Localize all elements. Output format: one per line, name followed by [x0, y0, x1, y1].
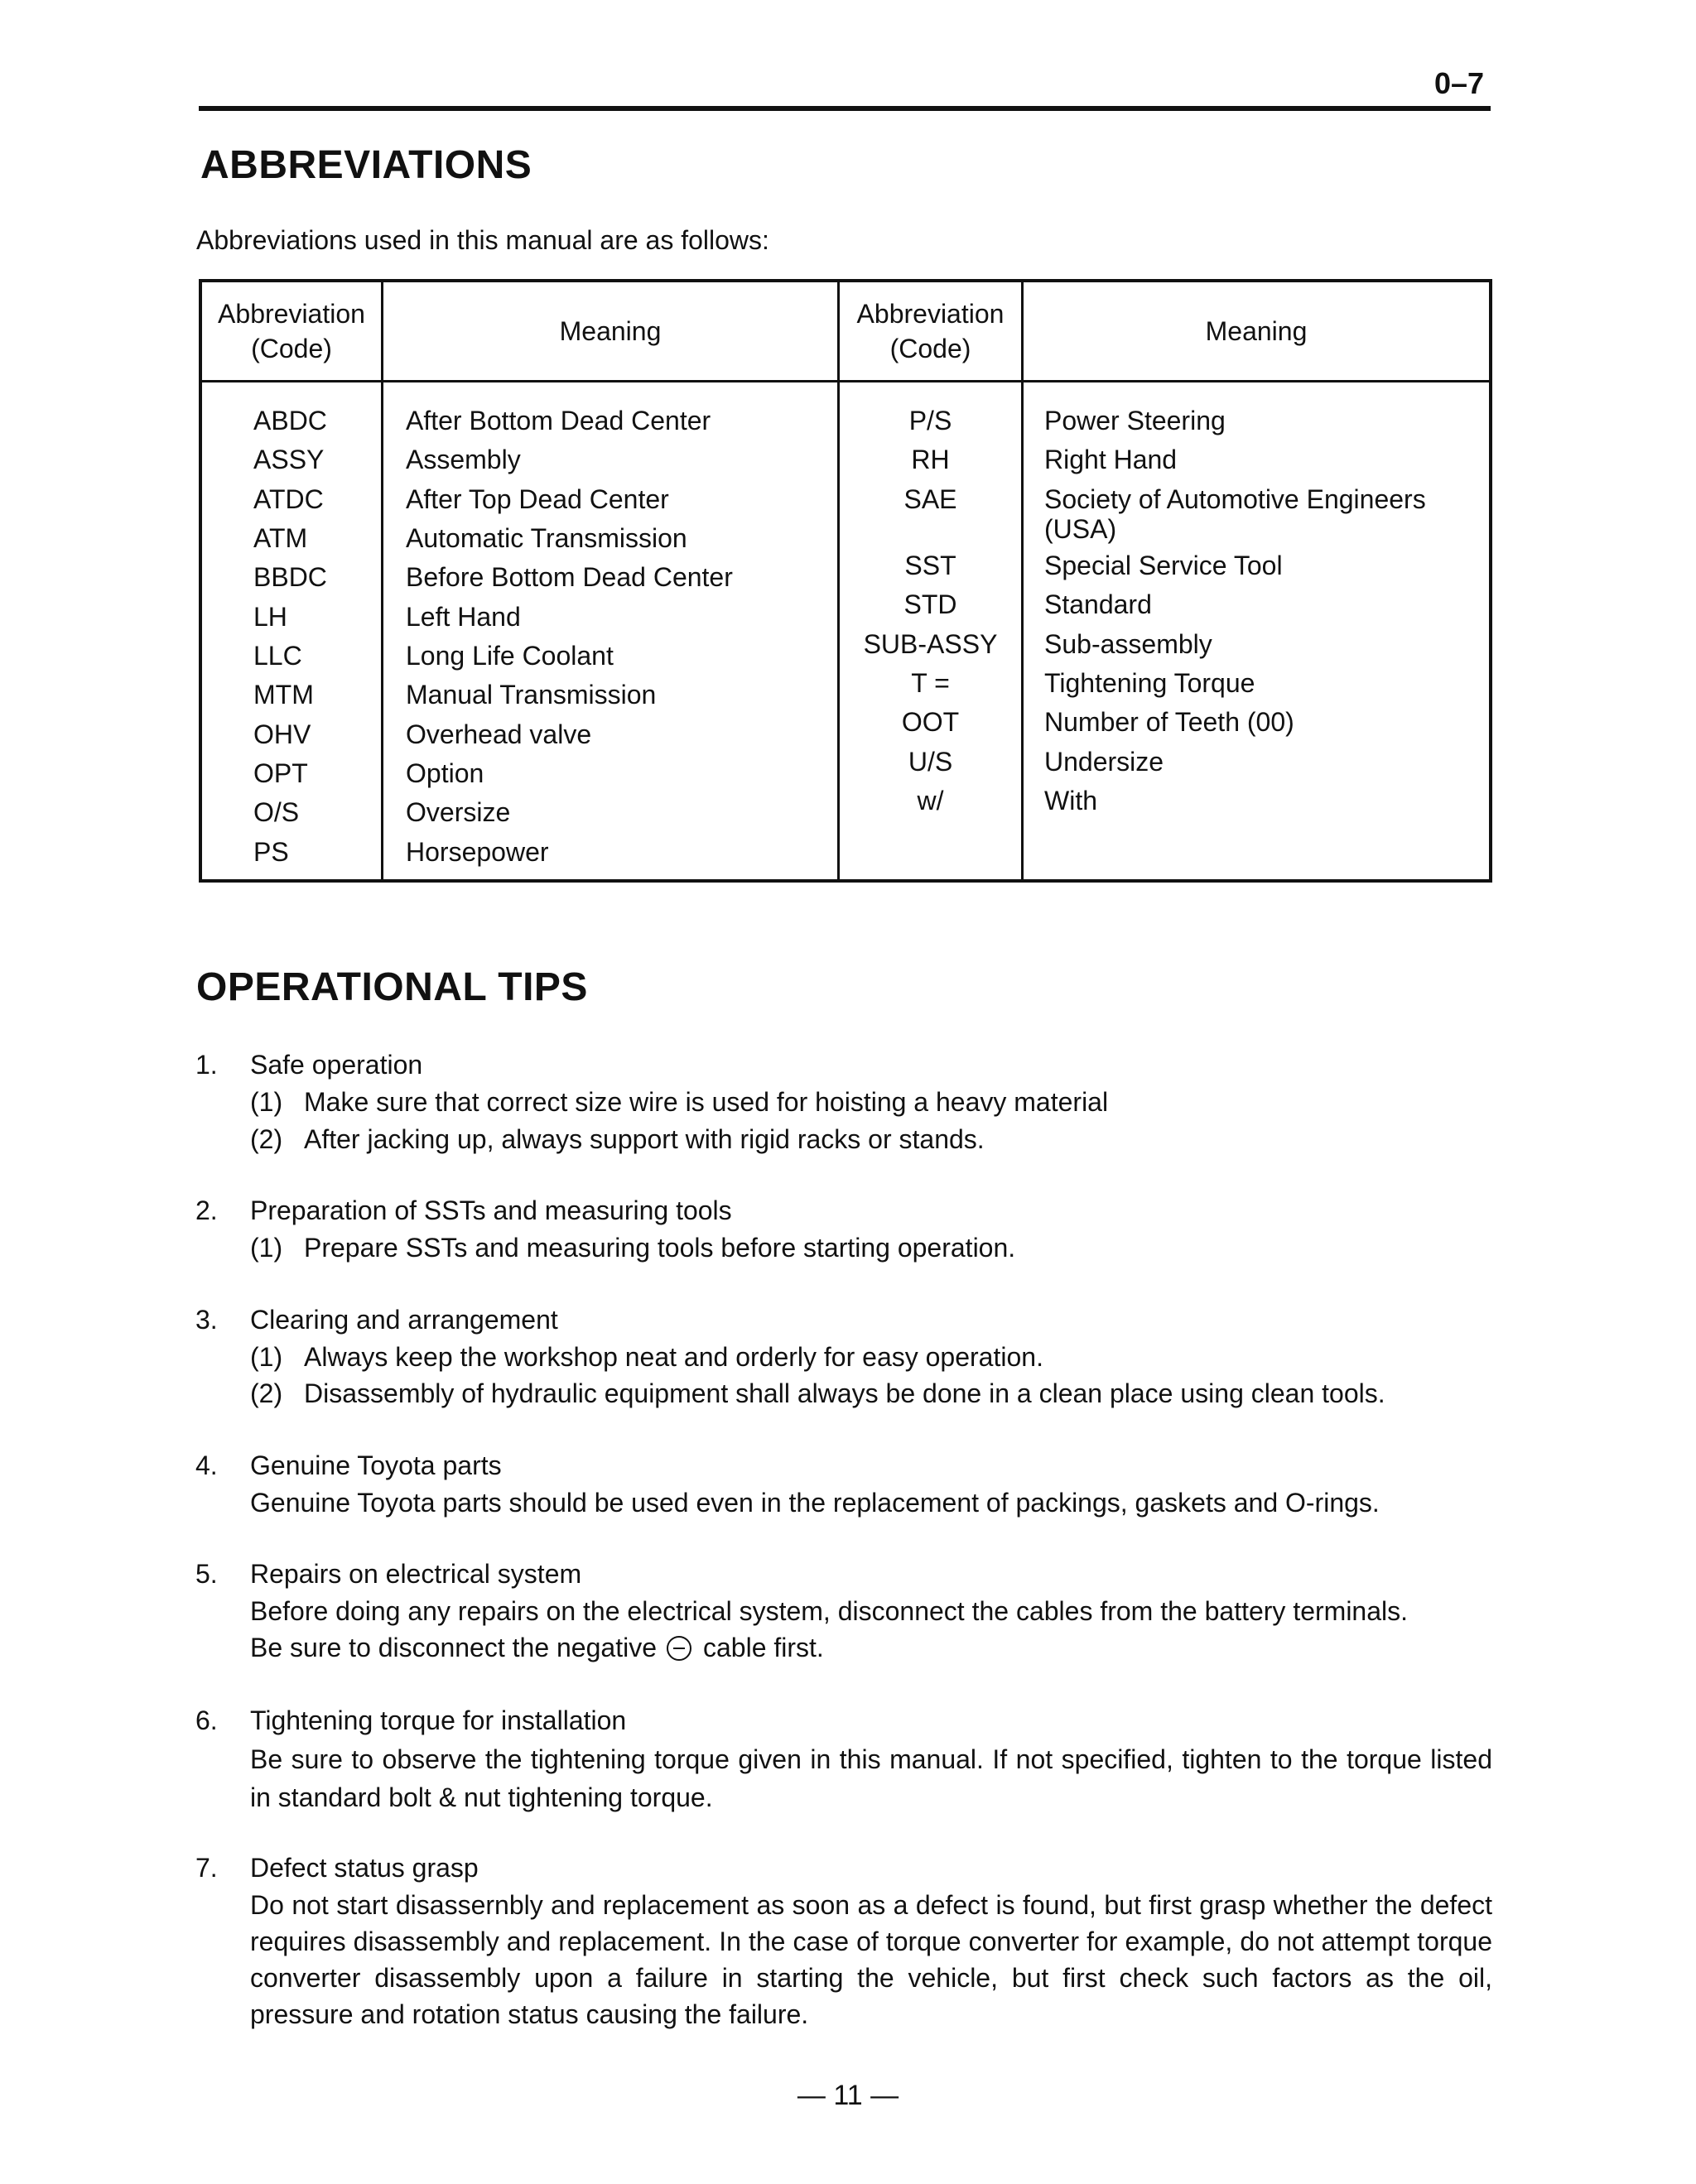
abbr-meaning: After Bottom Dead Center — [406, 406, 711, 435]
abbr-code: T = — [911, 668, 950, 698]
abbr-meaning: Left Hand — [406, 602, 521, 632]
tip-title: Tightening torque for installation — [250, 1705, 627, 1735]
sub-text: Make sure that correct size wire is used for hoisting a heavy material — [304, 1087, 1109, 1117]
tip-body: Do not start disassernbly and replacement as soon as a defect is found, but first grasp whether the defect requires disassembly and replacement. In the case of torque converter for example, do not attempt torque converter disassembly upon a failure in starting the vehicle, but first check such factors as the oil, pressure and rotation status causing the failure. — [250, 1890, 1492, 2029]
minus-circle-icon — [667, 1636, 691, 1661]
abbr-code: P/S — [908, 406, 952, 435]
operational-tips-title: OPERATIONAL TIPS — [196, 965, 588, 1009]
abbr-code: OPT — [253, 758, 308, 788]
abbr-meaning: With — [1044, 786, 1097, 815]
abbr-code: ABDC — [253, 406, 327, 435]
tip-body-text: Be sure to disconnect the negative — [250, 1633, 657, 1662]
abbr-meaning: Society of Automotive Engineers — [1044, 484, 1426, 514]
abbr-code: STD — [903, 589, 957, 619]
sub-number: (1) — [250, 1342, 283, 1372]
abbr-code: SAE — [903, 484, 957, 514]
abbr-code: w/ — [917, 786, 944, 815]
abbr-code: ASSY — [253, 445, 325, 474]
tip-body: Before doing any repairs on the electrical system, disconnect the cables from the battery terminals. — [250, 1596, 1409, 1626]
abbr-meaning: Right Hand — [1044, 445, 1178, 474]
abbr-meaning: Sub-assembly — [1044, 629, 1212, 659]
tip-title: Defect status grasp — [250, 1853, 479, 1883]
abbr-code: SST — [904, 551, 956, 580]
tip-number: 7. — [195, 1853, 218, 1883]
abbr-code: OOT — [901, 707, 960, 737]
abbr-code: ATDC — [253, 484, 324, 514]
abbr-meaning: After Top Dead Center — [406, 484, 669, 514]
table-header-rule — [202, 380, 1489, 382]
abbr-meaning: Number of Teeth (00) — [1044, 707, 1294, 737]
abbr-code: PS — [253, 837, 289, 867]
abbr-code: LLC — [253, 641, 302, 671]
abbreviations-title: ABBREVIATIONS — [200, 143, 532, 187]
sub-number: (2) — [250, 1124, 283, 1154]
tip-number: 1. — [195, 1050, 218, 1080]
sub-number: (2) — [250, 1378, 283, 1408]
tip-number: 2. — [195, 1195, 218, 1225]
page-number: 0–7 — [1434, 66, 1485, 100]
sub-text: Prepare SSTs and measuring tools before starting operation. — [304, 1233, 1016, 1263]
abbreviations-intro: Abbreviations used in this manual are as follows: — [196, 225, 769, 255]
top-rule — [199, 106, 1491, 111]
abbr-meaning: Long Life Coolant — [406, 641, 614, 671]
tip-title: Safe operation — [250, 1050, 423, 1080]
abbr-code: MTM — [253, 680, 314, 710]
tip-title: Repairs on electrical system — [250, 1559, 582, 1589]
header-abbreviation-right: Abbreviation (Code) — [856, 299, 1005, 363]
tip-body-line2 — [250, 1631, 824, 1664]
abbr-meaning: Horsepower — [406, 837, 549, 867]
abbr-meaning: Option — [406, 758, 484, 788]
abbr-meaning-line2: (USA) — [1044, 514, 1117, 544]
footer-page-number: — 11 — — [797, 2080, 899, 2111]
abbreviations-table — [199, 279, 1492, 883]
tip-title: Genuine Toyota parts — [250, 1450, 502, 1480]
abbr-meaning: Power Steering — [1044, 406, 1226, 435]
sub-text: Always keep the workshop neat and orderly for easy operation. — [304, 1342, 1043, 1372]
sub-text: After jacking up, always support with rigid racks or stands. — [304, 1124, 985, 1154]
abbr-code: SUB-ASSY — [863, 629, 998, 659]
sub-text: Disassembly of hydraulic equipment shall always be done in a clean place using clean tools. — [304, 1378, 1385, 1408]
header-meaning-left: Meaning — [559, 316, 662, 346]
tip-body: Be sure to observe the tightening torque given in this manual. If not specified, tighten to the torque listed in standard bolt & nut tightening torque. — [250, 1744, 1492, 1812]
abbr-code: BBDC — [253, 562, 327, 592]
abbr-code: U/S — [908, 747, 953, 777]
abbr-meaning: Assembly — [406, 445, 521, 474]
tip-number: 5. — [195, 1559, 218, 1589]
sub-number: (1) — [250, 1087, 283, 1117]
abbr-code: OHV — [253, 719, 311, 749]
tip-title: Clearing and arrangement — [250, 1305, 558, 1335]
abbr-meaning: Automatic Transmission — [406, 523, 687, 553]
abbr-meaning: Oversize — [406, 797, 511, 827]
tip-title: Preparation of SSTs and measuring tools — [250, 1195, 732, 1225]
abbr-code: RH — [911, 445, 950, 474]
abbr-code: LH — [253, 602, 287, 632]
abbr-code: ATM — [253, 523, 308, 553]
sub-number: (1) — [250, 1233, 283, 1263]
abbr-meaning: Manual Transmission — [406, 680, 657, 710]
header-meaning-right: Meaning — [1205, 316, 1308, 346]
abbr-meaning: Tightening Torque — [1044, 668, 1255, 698]
tip-number: 6. — [195, 1705, 218, 1735]
tip-body: Genuine Toyota parts should be used even in the replacement of packings, gaskets and O-rings. — [250, 1488, 1380, 1518]
tip-body-text: cable first. — [702, 1633, 824, 1662]
tip-number: 4. — [195, 1450, 218, 1480]
abbr-meaning: Special Service Tool — [1044, 551, 1283, 580]
abbr-code: O/S — [253, 797, 300, 827]
header-abbreviation-left: Abbreviation (Code) — [218, 299, 365, 363]
tip-number: 3. — [195, 1305, 218, 1335]
abbr-meaning: Overhead valve — [406, 719, 592, 749]
abbr-meaning: Undersize — [1044, 747, 1164, 777]
abbr-meaning: Before Bottom Dead Center — [406, 562, 733, 592]
abbr-meaning: Standard — [1044, 589, 1152, 619]
